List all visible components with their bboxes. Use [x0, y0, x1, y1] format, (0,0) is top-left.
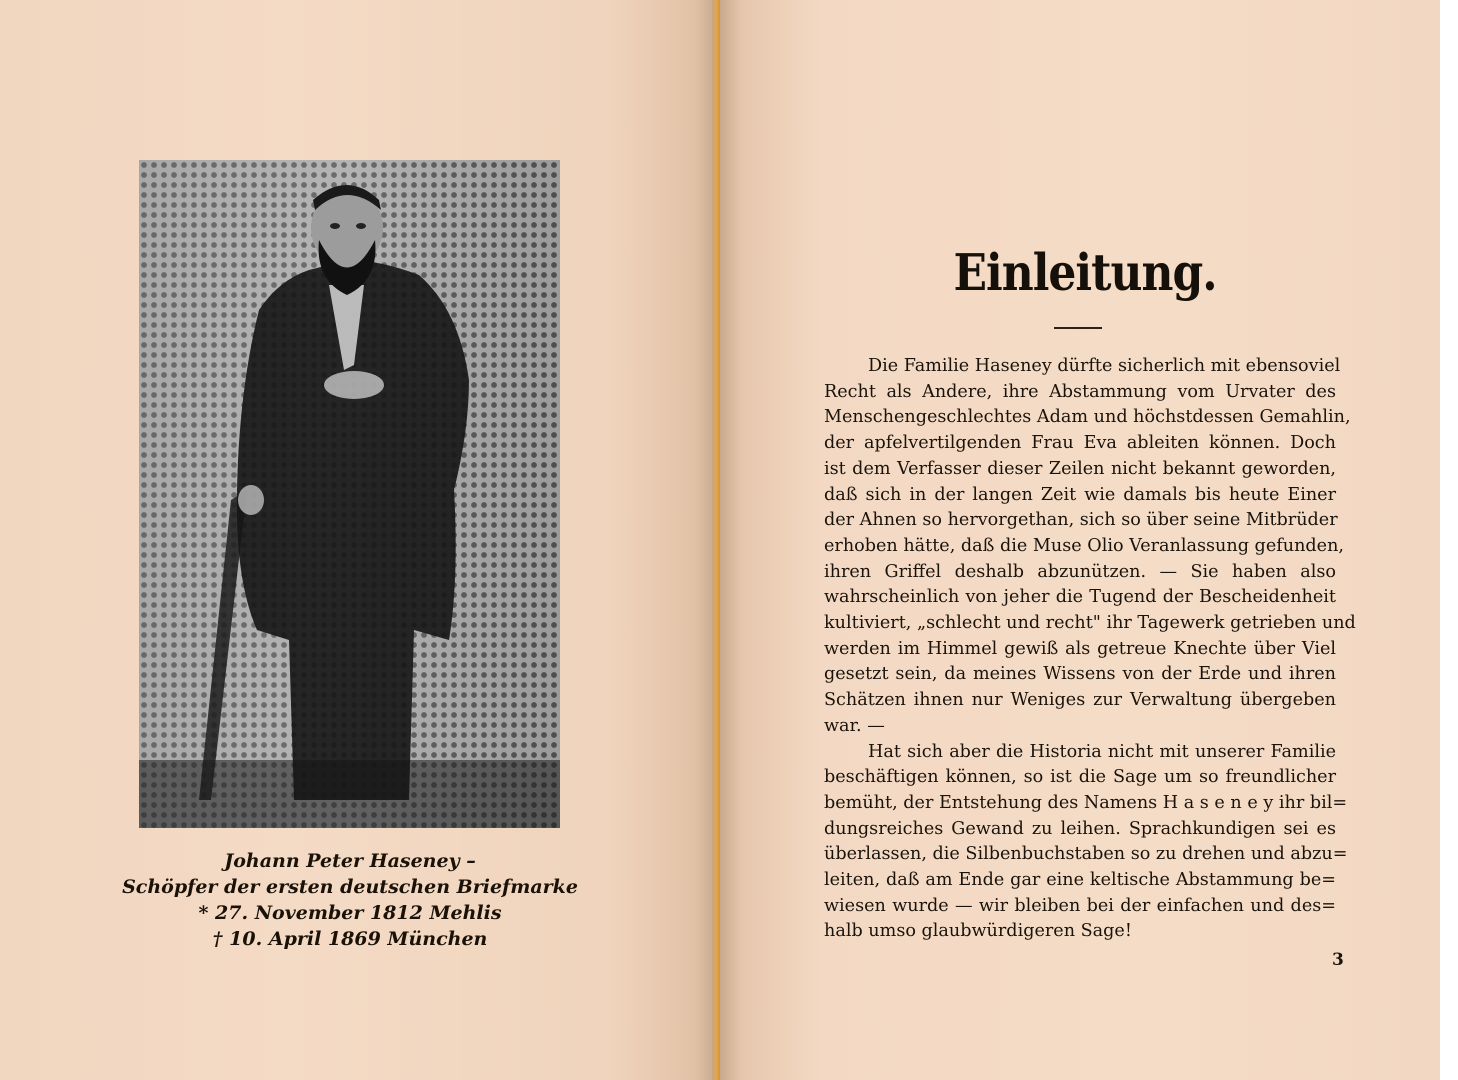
text-line: daß sich in der langen Zeit wie damals bis heute Einer: [824, 484, 1336, 505]
text-line: halb umso glaubwürdigeren Sage!: [824, 921, 1132, 942]
text-line: beschäftigen können, so ist die Sage um so freundlicher: [824, 767, 1336, 788]
body-text: [824, 354, 1356, 945]
text-line: leiten, daß am Ende gar eine keltische Abstammung be=: [824, 870, 1336, 891]
text-line: Schätzen ihnen nur Weniges zur Verwaltung übergeben: [824, 690, 1336, 711]
text-line: kultiviert, „schlecht und recht" ihr Tagewerk getrieben und: [824, 613, 1356, 634]
text-line: der Ahnen so hervorgethan, sich so über seine Mitbrüder: [824, 510, 1338, 531]
text-line: Menschengeschlechtes Adam und höchstdessen Gemahlin,: [824, 407, 1351, 428]
text-line: gesetzt sein, da meines Wissens von der Erde und ihren: [824, 664, 1336, 685]
caption-born: * 27. November 1812 Mehlis: [198, 902, 502, 924]
left-page: [0, 0, 716, 1080]
portrait-photograph: [139, 160, 560, 828]
text-line: werden im Himmel gewiß als getreue Knechte über Viel: [824, 638, 1336, 659]
text-line: Die Familie Haseney dürfte sicherlich mit ebensoviel: [868, 356, 1341, 376]
caption-name: Johann Peter Haseney –: [224, 850, 476, 872]
caption-role: Schöpfer der ersten deutschen Briefmarke: [122, 876, 578, 898]
photo-caption: [100, 848, 600, 952]
text-line: Hat sich aber die Historia nicht mit unserer Familie: [868, 741, 1336, 762]
text-line: Recht als Andere, ihre Abstammung vom Urvater des: [824, 381, 1336, 402]
chapter-title: Einleitung.: [953, 244, 1217, 303]
text-line: dungsreiches Gewand zu leihen. Sprachkundigen sei es: [824, 818, 1336, 839]
text-line: wiesen wurde — wir bleiben bei der einfachen und des=: [824, 895, 1336, 916]
text-line: erhoben hätte, daß die Muse Olio Veranlassung gefunden,: [824, 535, 1345, 556]
text-line: ihren Griffel deshalb abzunützen. — Sie haben also: [824, 561, 1336, 582]
title-divider: [1054, 327, 1102, 329]
portrait-figure: [139, 160, 560, 828]
text-line: war. —: [824, 715, 885, 736]
text-line: ist dem Verfasser dieser Zeilen nicht bekannt geworden,: [824, 458, 1336, 479]
caption-died: † 10. April 1869 München: [212, 928, 488, 950]
text-line: der apfelvertilgenden Frau Eva ableiten können. Doch: [824, 433, 1336, 454]
scan-margin: [1440, 0, 1458, 1080]
text-line: überlassen, die Silbenbuchstaben so zu drehen und abzu=: [824, 844, 1348, 865]
page-number: 3: [1332, 950, 1344, 970]
text-line: wahrscheinlich von jeher die Tugend der Bescheidenheit: [824, 587, 1336, 608]
text-line: bemüht, der Entstehung des Namens H a s e n e y ihr bil=: [824, 792, 1348, 813]
